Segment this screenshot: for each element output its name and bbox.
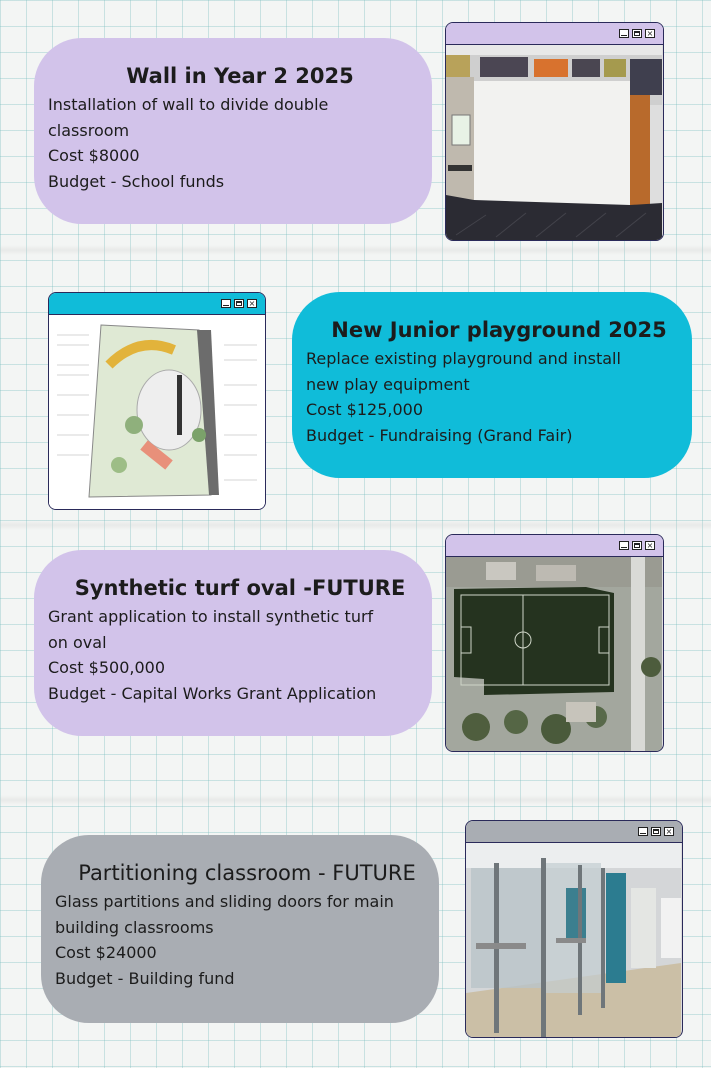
glass-partitions-photo xyxy=(466,843,682,1037)
card-cost: Cost $8000 xyxy=(48,146,140,165)
maximize-icon[interactable] xyxy=(632,541,642,550)
site-plan-illustration xyxy=(49,315,264,508)
card-description xyxy=(48,604,432,706)
card-line: on oval xyxy=(48,632,107,652)
window-titlebar xyxy=(466,821,682,843)
card-line: Grant application to install synthetic turf xyxy=(48,607,374,626)
card-wall-year2 xyxy=(34,38,432,224)
card-title: Wall in Year 2 2025 xyxy=(126,64,354,88)
card-description xyxy=(55,889,439,991)
photo-window-playground-plan xyxy=(48,292,266,510)
maximize-icon[interactable] xyxy=(632,29,642,38)
card-budget: Budget - School funds xyxy=(48,171,225,191)
card-synthetic-turf xyxy=(34,550,432,736)
card-budget: Budget - Building fund xyxy=(55,968,235,988)
classroom-wall-illustration xyxy=(446,45,662,240)
corridor-illustration xyxy=(466,843,681,1037)
window-titlebar xyxy=(49,293,265,315)
playground-plan-drawing xyxy=(49,315,265,509)
minimize-icon[interactable] xyxy=(619,541,629,550)
close-icon[interactable]: × xyxy=(248,299,256,308)
card-partitioning-classroom xyxy=(41,835,439,1023)
card-cost: Cost $24000 xyxy=(55,943,157,962)
card-description xyxy=(48,92,432,194)
close-icon[interactable]: × xyxy=(646,29,654,38)
card-junior-playground xyxy=(292,292,692,478)
card-line: Replace existing playground and install xyxy=(306,349,621,368)
card-cost: Cost $500,000 xyxy=(48,658,165,677)
card-line: new play equipment xyxy=(306,374,470,394)
maximize-icon[interactable] xyxy=(651,827,661,836)
minimize-icon[interactable] xyxy=(638,827,648,836)
card-budget: Budget - Fundraising (Grand Fair) xyxy=(306,425,573,445)
aerial-map-illustration xyxy=(446,557,662,751)
card-line: building classrooms xyxy=(55,917,214,937)
photo-window-wall xyxy=(445,22,664,241)
card-budget: Budget - Capital Works Grant Application xyxy=(48,683,377,703)
photo-window-glass-partitions xyxy=(465,820,683,1038)
card-title: New Junior playground 2025 xyxy=(331,318,667,342)
classroom-wall-photo xyxy=(446,45,663,240)
card-line: Installation of wall to divide double xyxy=(48,95,329,114)
card-line: classroom xyxy=(48,120,130,140)
card-description xyxy=(306,346,692,448)
oval-aerial-photo xyxy=(446,557,663,751)
window-titlebar xyxy=(446,535,663,557)
card-line: Glass partitions and sliding doors for main xyxy=(55,892,394,911)
card-title: Synthetic turf oval -FUTURE xyxy=(74,576,406,600)
close-icon[interactable]: × xyxy=(646,541,654,550)
close-icon[interactable]: × xyxy=(665,827,673,836)
window-titlebar xyxy=(446,23,663,45)
photo-window-oval-aerial xyxy=(445,534,664,752)
minimize-icon[interactable] xyxy=(221,299,231,308)
card-cost: Cost $125,000 xyxy=(306,400,423,419)
card-title: Partitioning classroom - FUTURE xyxy=(78,861,416,885)
maximize-icon[interactable] xyxy=(234,299,244,308)
minimize-icon[interactable] xyxy=(619,29,629,38)
